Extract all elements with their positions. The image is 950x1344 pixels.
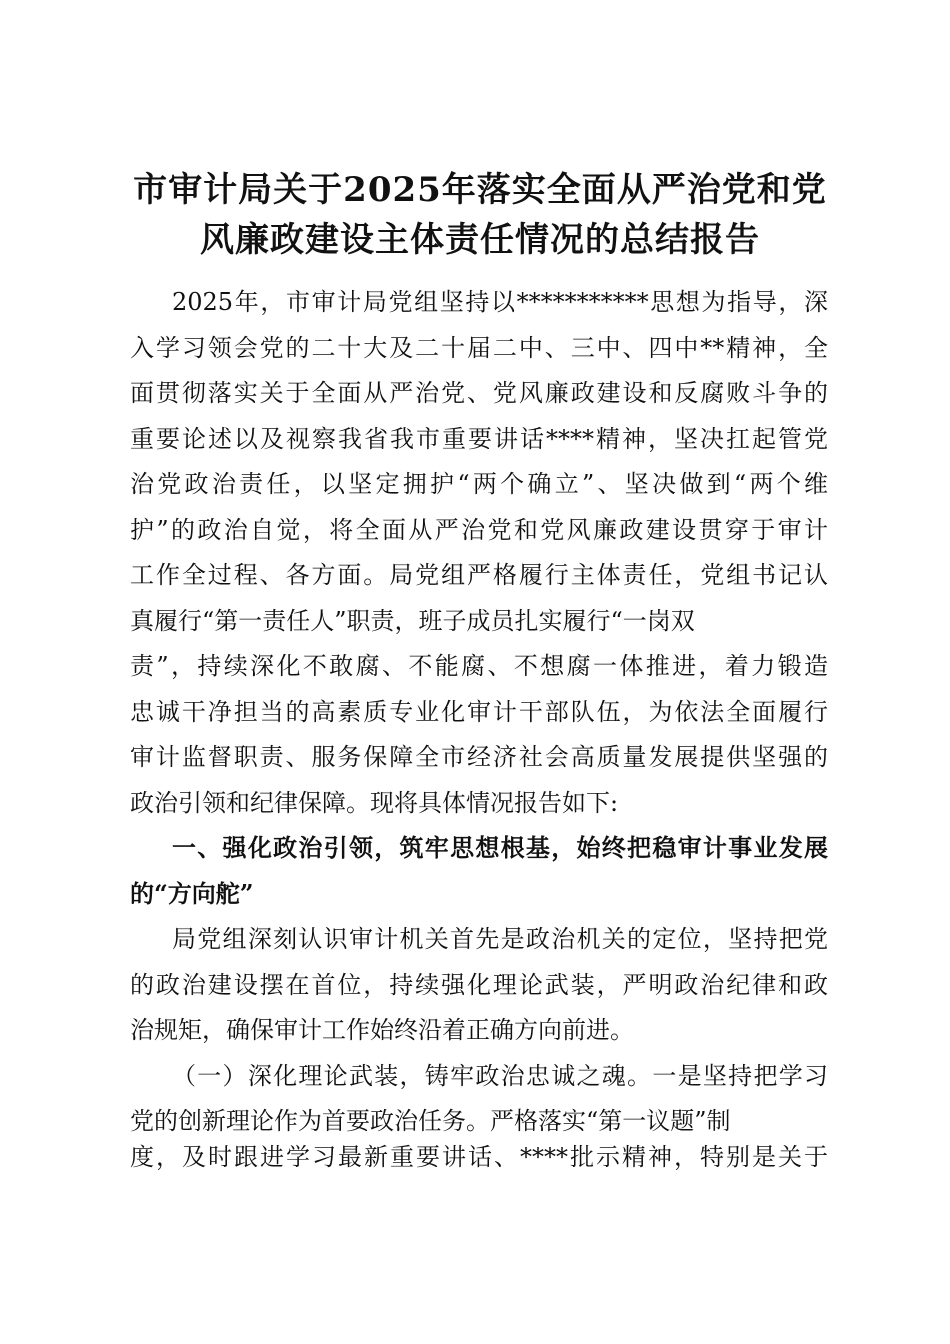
paragraph-line: 党的创新理论作为首要政治任务。严格落实“第一议题”制: [130, 1107, 731, 1135]
document-title-line-1: 市审计局关于2025年落实全面从严治党和党: [133, 170, 827, 210]
paragraph-line: 入学习领会党的二十大及二十届二中、三中、四中**精神，全: [130, 334, 828, 362]
section-heading-line: 的“方向舵”: [130, 879, 254, 908]
document-title-line-2: 风廉政建设主体责任情况的总结报告: [200, 220, 760, 260]
paragraph-line: 2025年，市审计局党组坚持以***********思想为指导，深: [172, 288, 828, 316]
paragraph-line: 责”，持续深化不敢腐、不能腐、不想腐一体推进，着力锻造: [130, 652, 828, 680]
paragraph-line: 政治引领和纪律保障。现将具体情况报告如下:: [130, 789, 619, 817]
paragraph-line: 局党组深刻认识审计机关首先是政治机关的定位，坚持把党: [172, 925, 828, 953]
paragraph-line: 护”的政治自觉，将全面从严治党和党风廉政建设贯穿于审计: [130, 516, 828, 544]
paragraph-line: 面贯彻落实关于全面从严治党、党风廉政建设和反腐败斗争的: [130, 379, 828, 407]
paragraph-line: （一）深化理论武装，铸牢政治忠诚之魂。一是坚持把学习: [172, 1062, 828, 1090]
section-heading-line: 一、强化政治引领，筑牢思想根基，始终把稳审计事业发展: [172, 833, 828, 862]
paragraph-line: 忠诚干净担当的高素质专业化审计干部队伍，为依法全面履行: [130, 698, 828, 726]
paragraph-line: 度，及时跟进学习最新重要讲话、****批示精神，特别是关于: [130, 1143, 828, 1171]
paragraph-line: 审计监督职责、服务保障全市经济社会高质量发展提供坚强的: [130, 743, 828, 771]
paragraph-line: 重要论述以及视察我省我市重要讲话****精神，坚决扛起管党: [130, 425, 828, 453]
paragraph-line: 工作全过程、各方面。局党组严格履行主体责任，党组书记认: [130, 561, 828, 589]
paragraph-line: 治党政治责任，以坚定拥护“两个确立”、坚决做到“两个维: [130, 470, 828, 498]
paragraph-line: 真履行“第一责任人”职责，班子成员扎实履行“一岗双: [130, 607, 695, 635]
paragraph-line: 的政治建设摆在首位，持续强化理论武装，严明政治纪律和政: [130, 971, 828, 999]
paragraph-line: 治规矩，确保审计工作始终沿着正确方向前进。: [130, 1016, 634, 1044]
